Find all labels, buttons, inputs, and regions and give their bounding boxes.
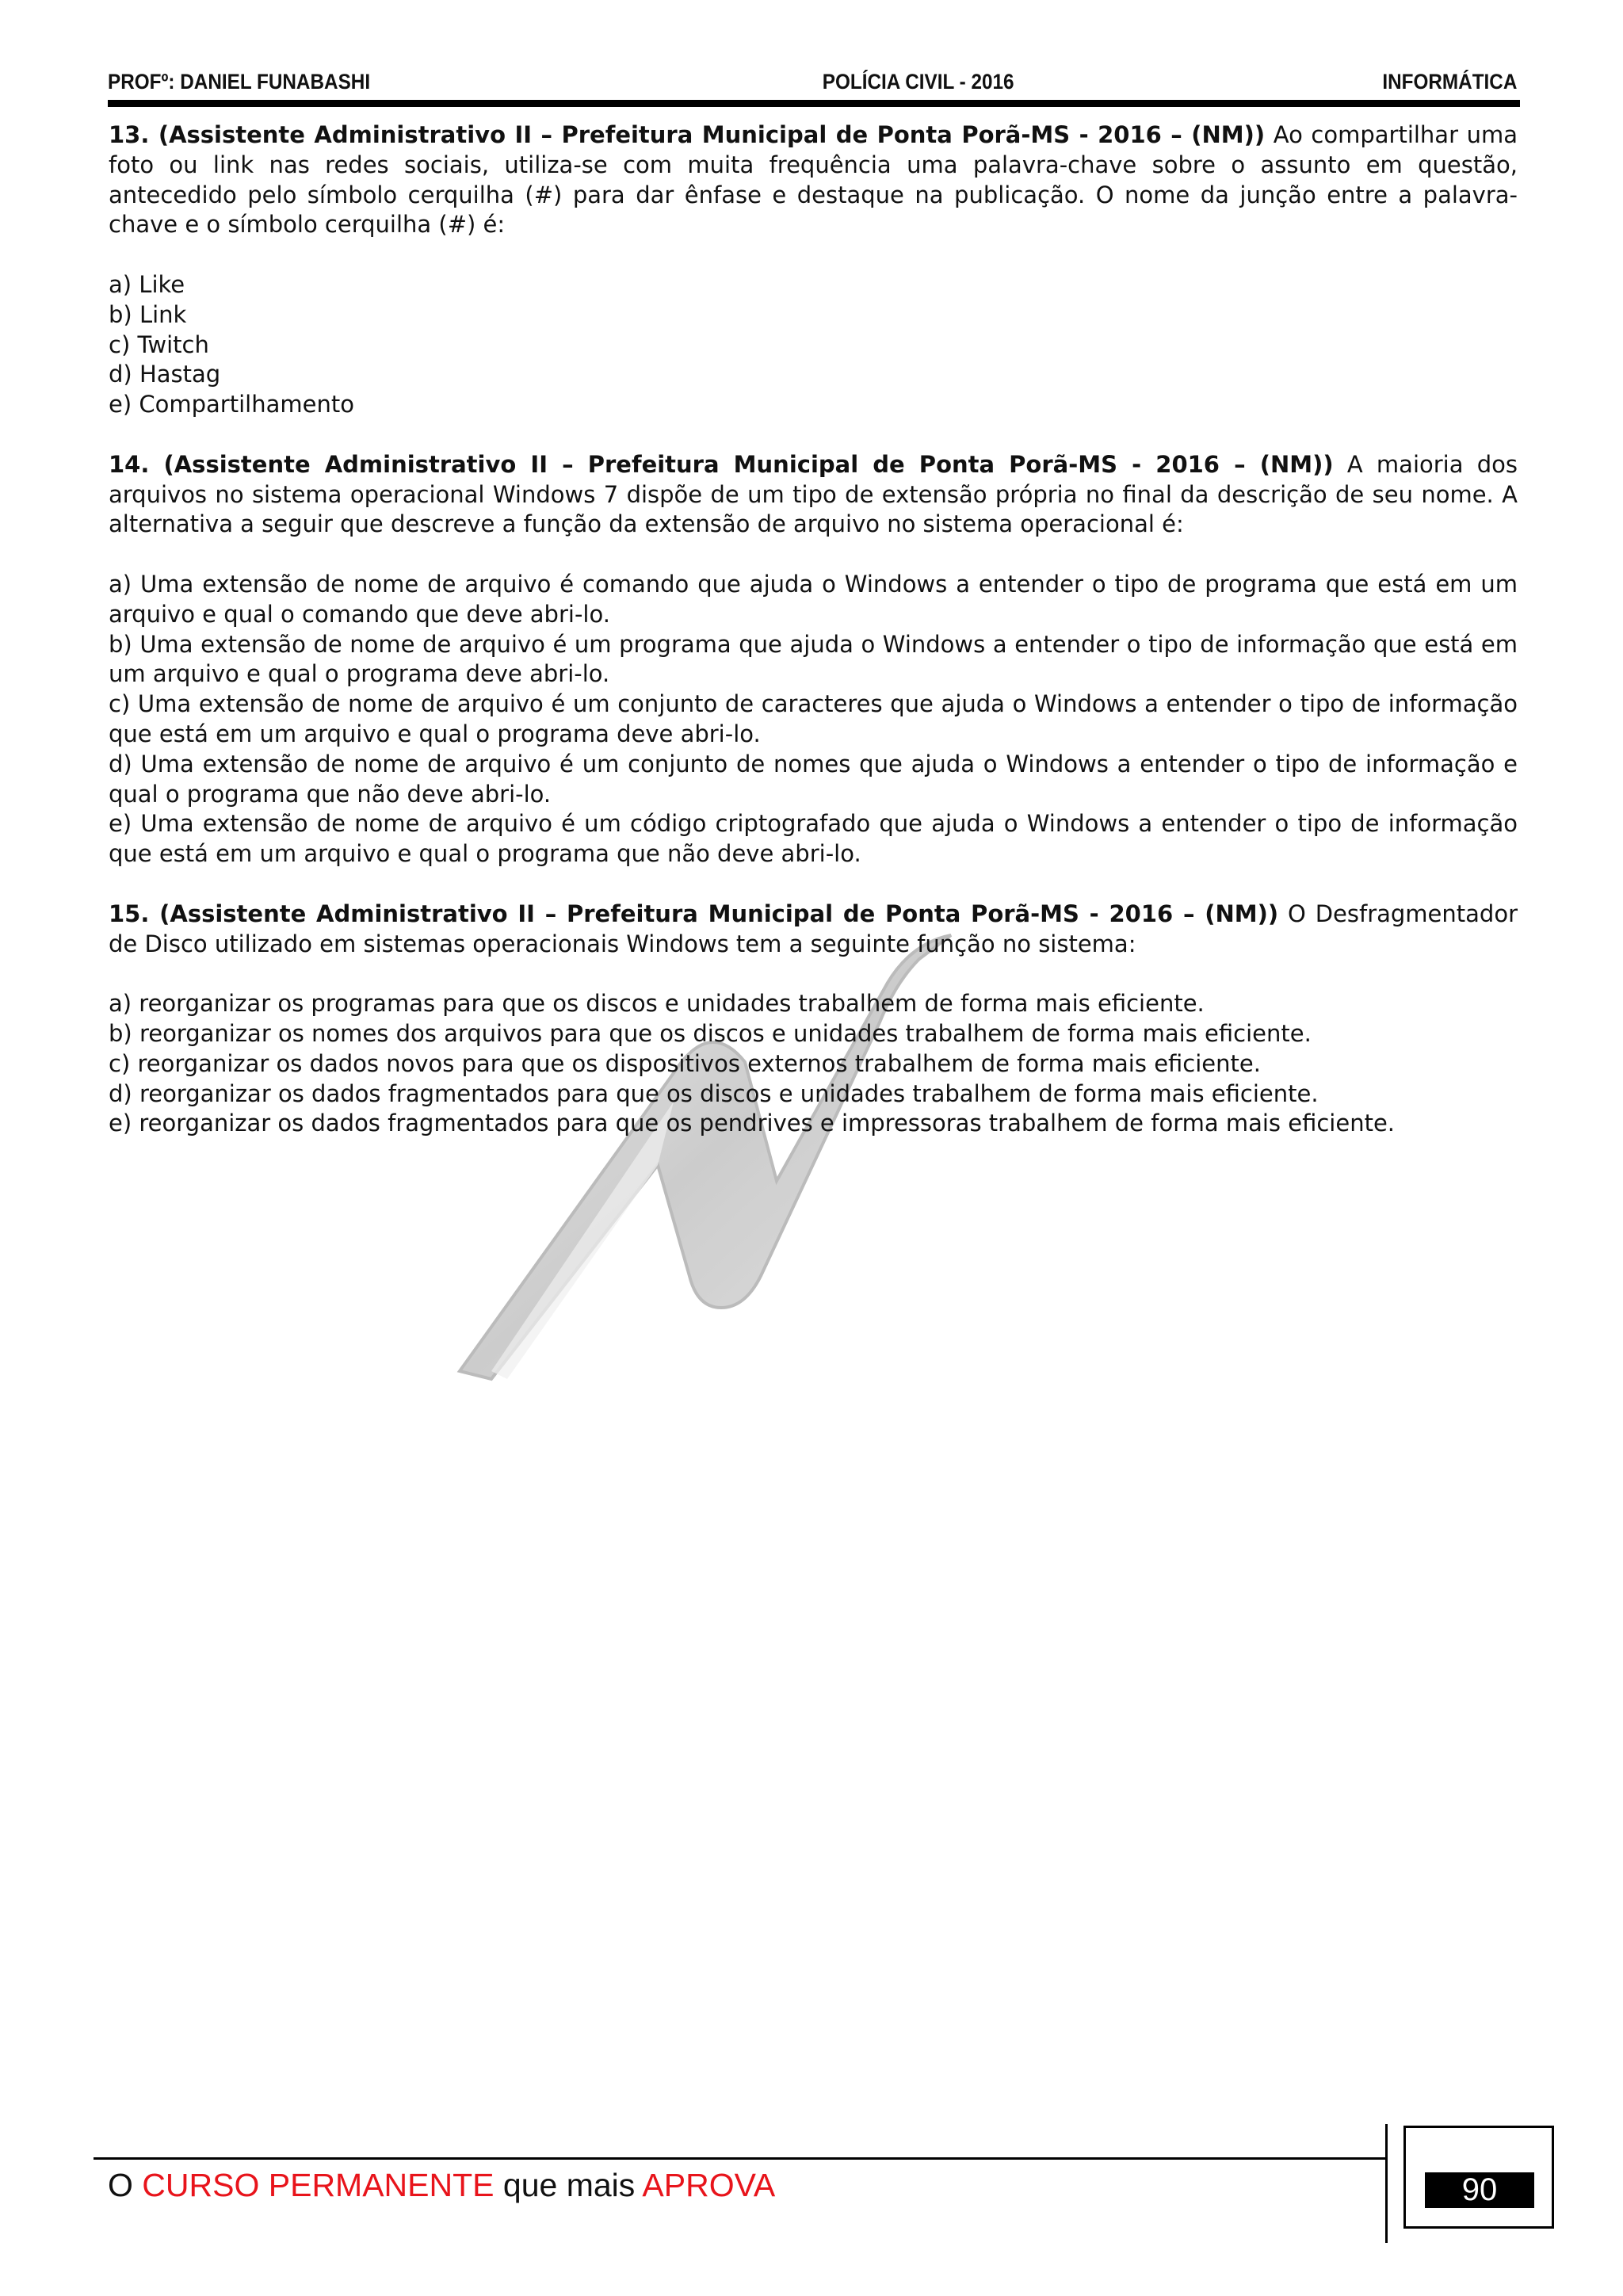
footer-slogan — [108, 2167, 775, 2204]
question-14 — [109, 450, 1518, 869]
header-rule — [108, 100, 1520, 107]
option-b: b) Link — [109, 300, 187, 328]
option-c: c) reorganizar os dados novos para que os dispositivos externos trabalhem de forma mais eficiente. — [109, 1049, 1261, 1077]
question-15 — [109, 900, 1518, 1139]
footer-divider — [1385, 2124, 1388, 2243]
option-e: e) reorganizar os dados fragmentados para que os pendrives e impressoras trabalhem de forma mais eficiente. — [109, 1110, 1396, 1137]
header-author: PROFº: DANIEL FUNABASHI — [108, 70, 371, 94]
document-body — [109, 120, 1518, 1169]
question-stem — [109, 900, 1518, 960]
option-d: d) Hastag — [109, 361, 221, 388]
question-text: O Desfragmentador de Disco utilizado em sistemas operacionais Windows tem a seguinte função no sistema: — [109, 900, 1518, 957]
question-stem — [109, 450, 1518, 540]
question-text: Ao compartilhar uma foto ou link nas redes sociais, utiliza-se com muita frequência uma palavra-chave sobre o assunto em questão, antecedido pelo símbolo cerquilha (#) para dar ênfase e destaque na publicação. O nome da junção entre a palavra-chave e o símbolo cerquilha (#) é: — [109, 121, 1518, 239]
footer-slogan-part: O — [108, 2167, 143, 2203]
page-number-box — [1403, 2126, 1554, 2229]
header-course: POLÍCIA CIVIL - 2016 — [822, 70, 1014, 94]
question-title: 15. (Assistente Administrativo II – Prefeitura Municipal de Ponta Porã-MS - 2016 – (NM)) — [109, 900, 1279, 927]
footer-slogan-highlight: APROVA — [642, 2167, 776, 2203]
question-text: A maioria dos arquivos no sistema operacional Windows 7 dispõe de um tipo de extensão própria no final da descrição de seu nome. A alternativa a seguir que descreve a função da extensão de arquivo no sistema operacional é: — [109, 450, 1518, 538]
footer-slogan-highlight: CURSO PERMANENTE — [142, 2167, 495, 2203]
option-d: d) reorganizar os dados fragmentados para que os discos e unidades trabalhem de forma mais eficiente. — [109, 1079, 1319, 1107]
page-header — [108, 70, 1518, 98]
question-13 — [109, 120, 1518, 420]
question-stem — [109, 120, 1518, 240]
option-a: a) Like — [109, 270, 185, 298]
option-b: b) reorganizar os nomes dos arquivos para que os discos e unidades trabalhem de forma mais eficiente. — [109, 1019, 1312, 1047]
option-e: e) Uma extensão de nome de arquivo é um código criptografado que ajuda o Windows a entender o tipo de informação que está em um arquivo e qual o programa que não deve abri-lo. — [109, 810, 1518, 868]
option-a: a) Uma extensão de nome de arquivo é comando que ajuda o Windows a entender o tipo de programa que está em um arquivo e qual o comando que deve abri-lo. — [109, 570, 1518, 628]
question-title: 13. (Assistente Administrativo II – Prefeitura Municipal de Ponta Porã-MS - 2016 – (NM)) — [109, 121, 1266, 148]
question-title: 14. (Assistente Administrativo II – Prefeitura Municipal de Ponta Porã-MS - 2016 – (NM)) — [109, 450, 1334, 478]
page-number: 90 — [1425, 2172, 1534, 2208]
footer-slogan-part: que mais — [494, 2167, 643, 2203]
option-c: c) Uma extensão de nome de arquivo é um conjunto de caracteres que ajuda o Windows a entender o tipo de informação que está em um arquivo e qual o programa deve abri-lo. — [109, 690, 1518, 747]
option-c: c) Twitch — [109, 330, 209, 358]
option-d: d) Uma extensão de nome de arquivo é um conjunto de nomes que ajuda o Windows a entender o tipo de informação e qual o programa que não deve abri-lo. — [109, 750, 1518, 808]
header-subject: INFORMÁTICA — [1382, 70, 1518, 94]
option-b: b) Uma extensão de nome de arquivo é um programa que ajuda o Windows a entender o tipo de informação que está em um arquivo e qual o programa deve abri-lo. — [109, 630, 1518, 688]
footer-rule — [94, 2157, 1385, 2160]
option-e: e) Compartilhamento — [109, 391, 354, 418]
option-a: a) reorganizar os programas para que os discos e unidades trabalhem de forma mais eficiente. — [109, 990, 1205, 1018]
